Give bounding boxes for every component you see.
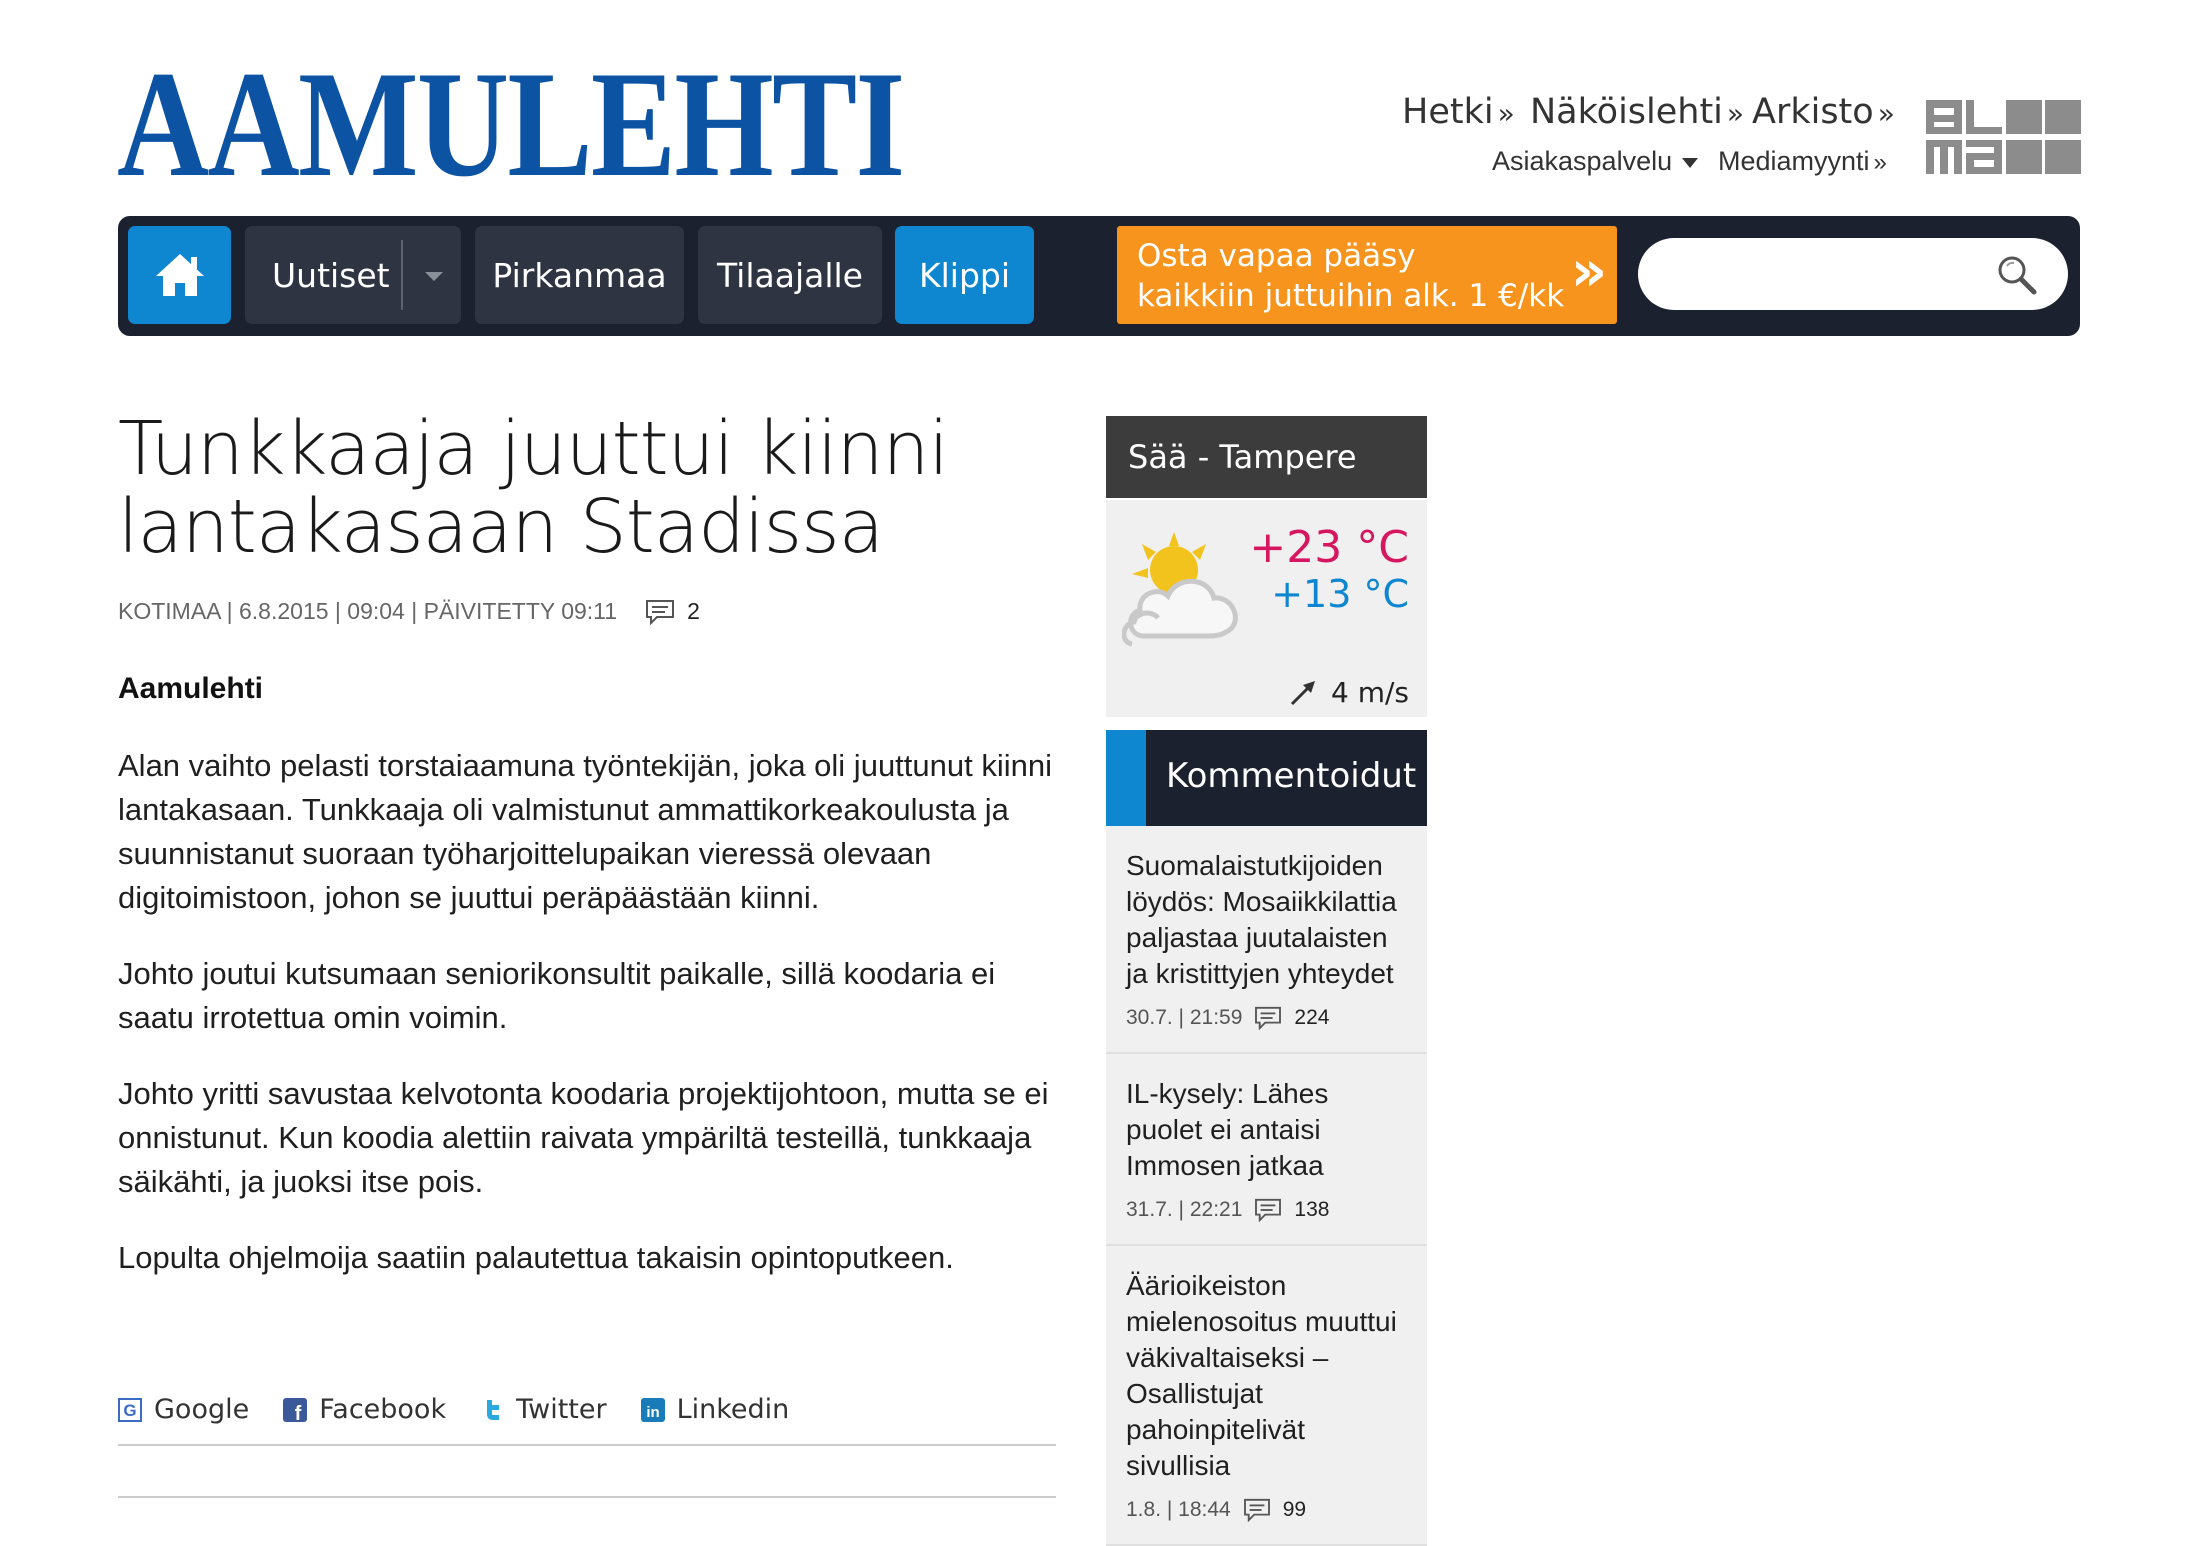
site-logo[interactable]: AAMULEHTI [117, 40, 904, 208]
list-item-time: 1.8. | 18:44 [1126, 1498, 1231, 1521]
list-item[interactable] [1106, 1246, 1427, 1546]
most-commented-title: Kommentoidut [1166, 756, 1417, 796]
nav-uutiset[interactable] [245, 226, 461, 324]
article-paragraph: Johto joutui kutsumaan seniorikonsultit paikalle, sillä koodaria ei saatu irrotettua omin voimin. [118, 956, 996, 1035]
sub-link-asiakaspalvelu[interactable] [1492, 146, 1698, 177]
nav-home-button[interactable] [128, 226, 231, 324]
top-link-arkisto[interactable] [1752, 92, 1895, 132]
caret-down-icon [1682, 158, 1698, 168]
temperature-high: +23 °C [1249, 522, 1409, 573]
article-paragraph: Alan vaihto pelasti torstaiaamuna työntekijän, joka oli juuttunut kiinni lantakasaan. Tunkkaaja oli valmistunut ammattikorkeakoulusta ja suunnistanut suoraan työharjoittelupaikan vieressä olevaan digitoimistoon, johon se juuttui peräpäästään kiinni. [118, 748, 1052, 915]
promo-line-1: Osta vapaa pääsy [1137, 238, 1416, 274]
list-item-time: 30.7. | 21:59 [1126, 1006, 1243, 1029]
nav-separator [401, 240, 403, 310]
nav-pirkanmaa[interactable]: Pirkanmaa [475, 226, 684, 324]
sub-link-label: Mediamyynti [1718, 146, 1870, 176]
top-link-label: Hetki [1402, 92, 1494, 132]
home-icon [154, 252, 206, 298]
list-item-title[interactable]: Äärioikeiston mielenosoitus muuttui väkivaltaiseksi – Osallistujat pahoinpitelivät sivullisia [1126, 1270, 1397, 1481]
svg-text:G: G [123, 1400, 137, 1420]
sub-link-label: Asiakaspalvelu [1492, 146, 1673, 176]
article-body [118, 744, 1068, 1312]
comment-count[interactable]: 2 [687, 598, 700, 624]
list-item-comment-count: 138 [1294, 1198, 1330, 1221]
list-item-title[interactable]: Suomalaistutkijoiden löydös: Mosaiikkilattia paljastaa juutalaisten ja kristittyjen yhteydet [1126, 850, 1397, 989]
alma-logo[interactable] [1926, 100, 2081, 174]
article-author: Aamulehti [118, 672, 264, 705]
nav-klippi[interactable]: Klippi [895, 226, 1034, 324]
double-chevron-right-icon: » [1570, 239, 1607, 304]
share-google[interactable] [118, 1394, 249, 1425]
list-item-time: 31.7. | 22:21 [1126, 1198, 1243, 1221]
comment-icon[interactable] [645, 599, 675, 625]
most-commented-header [1106, 730, 1427, 826]
sub-link-mediamyynti[interactable] [1718, 146, 1887, 177]
weather-widget[interactable] [1106, 500, 1427, 717]
share-twitter[interactable] [480, 1394, 607, 1425]
weather-header[interactable] [1106, 416, 1427, 498]
divider [118, 1444, 1056, 1446]
wind-speed [1289, 676, 1409, 709]
weather-title: Sää - Tampere [1128, 438, 1357, 476]
wind-speed-value: 4 m/s [1330, 676, 1409, 709]
list-item-meta [1126, 1198, 1411, 1222]
share-label: Facebook [319, 1394, 447, 1425]
share-label: Google [154, 1394, 250, 1425]
share-label: Linkedin [676, 1394, 790, 1425]
subscription-promo-button[interactable] [1117, 226, 1617, 324]
raquo-icon: » [1877, 97, 1895, 130]
article-paragraph: Lopulta ohjelmoija saatiin palautettua takaisin opintoputkeen. [118, 1240, 954, 1275]
google-icon [118, 1398, 142, 1422]
partly-cloudy-icon [1122, 528, 1252, 648]
chevron-down-icon[interactable] [425, 272, 443, 281]
temperature-low: +13 °C [1271, 572, 1409, 616]
comment-icon [1254, 1198, 1282, 1222]
article-headline: Tunkkaaja juuttui kiinni lantakasaan Stadissa [118, 406, 948, 570]
search-box[interactable] [1638, 238, 2068, 310]
wind-direction-arrow-icon [1289, 679, 1317, 707]
list-item[interactable] [1106, 1054, 1427, 1246]
top-link-label: Arkisto [1752, 92, 1874, 132]
list-item-meta [1126, 1006, 1411, 1030]
article-meta [118, 598, 700, 625]
top-link-label: Näköislehti [1530, 92, 1723, 132]
svg-text:f: f [294, 1402, 302, 1422]
promo-line-2: kaikkiin juttuihin alk. 1 €/kk [1137, 278, 1565, 314]
raquo-icon: » [1873, 149, 1887, 176]
list-item-comment-count: 224 [1294, 1006, 1330, 1029]
svg-text:in: in [645, 1403, 660, 1421]
article-paragraph: Johto yritti savustaa kelvotonta koodaria projektijohtoon, mutta se ei onnistunut. Kun koodia alettiin raivata ympäriltä testeillä, tunkkaaja säikähti, ja juoksi itse pois. [118, 1076, 1049, 1199]
share-linkedin[interactable] [641, 1394, 790, 1425]
search-icon[interactable] [1996, 254, 2038, 296]
share-facebook[interactable] [283, 1394, 446, 1425]
nav-uutiset-label: Uutiset [272, 255, 390, 295]
accent-stripe [1106, 730, 1146, 826]
most-commented-list [1106, 826, 1427, 1546]
search-input[interactable] [1668, 252, 2002, 298]
facebook-icon [283, 1398, 307, 1422]
comment-icon [1254, 1006, 1282, 1030]
raquo-icon: » [1497, 97, 1515, 130]
top-link-nakoislehti[interactable] [1530, 92, 1744, 132]
top-link-hetki[interactable] [1402, 92, 1515, 132]
list-item-meta [1126, 1498, 1411, 1522]
list-item-comment-count: 99 [1282, 1498, 1307, 1521]
linkedin-icon [641, 1398, 665, 1422]
raquo-icon: » [1726, 97, 1745, 130]
nav-tilaajalle[interactable]: Tilaajalle [698, 226, 882, 324]
article-dateline: KOTIMAA | 6.8.2015 | 09:04 | PÄIVITETTY 09:11 [118, 598, 618, 624]
divider [118, 1496, 1056, 1498]
twitter-icon [480, 1398, 504, 1422]
main-navbar [118, 216, 2080, 336]
share-label: Twitter [516, 1394, 607, 1425]
share-bar [118, 1394, 823, 1425]
list-item-title[interactable]: IL-kysely: Lähes puolet ei antaisi Immosen jatkaa [1126, 1078, 1329, 1181]
comment-icon [1243, 1498, 1271, 1522]
list-item[interactable] [1106, 826, 1427, 1054]
